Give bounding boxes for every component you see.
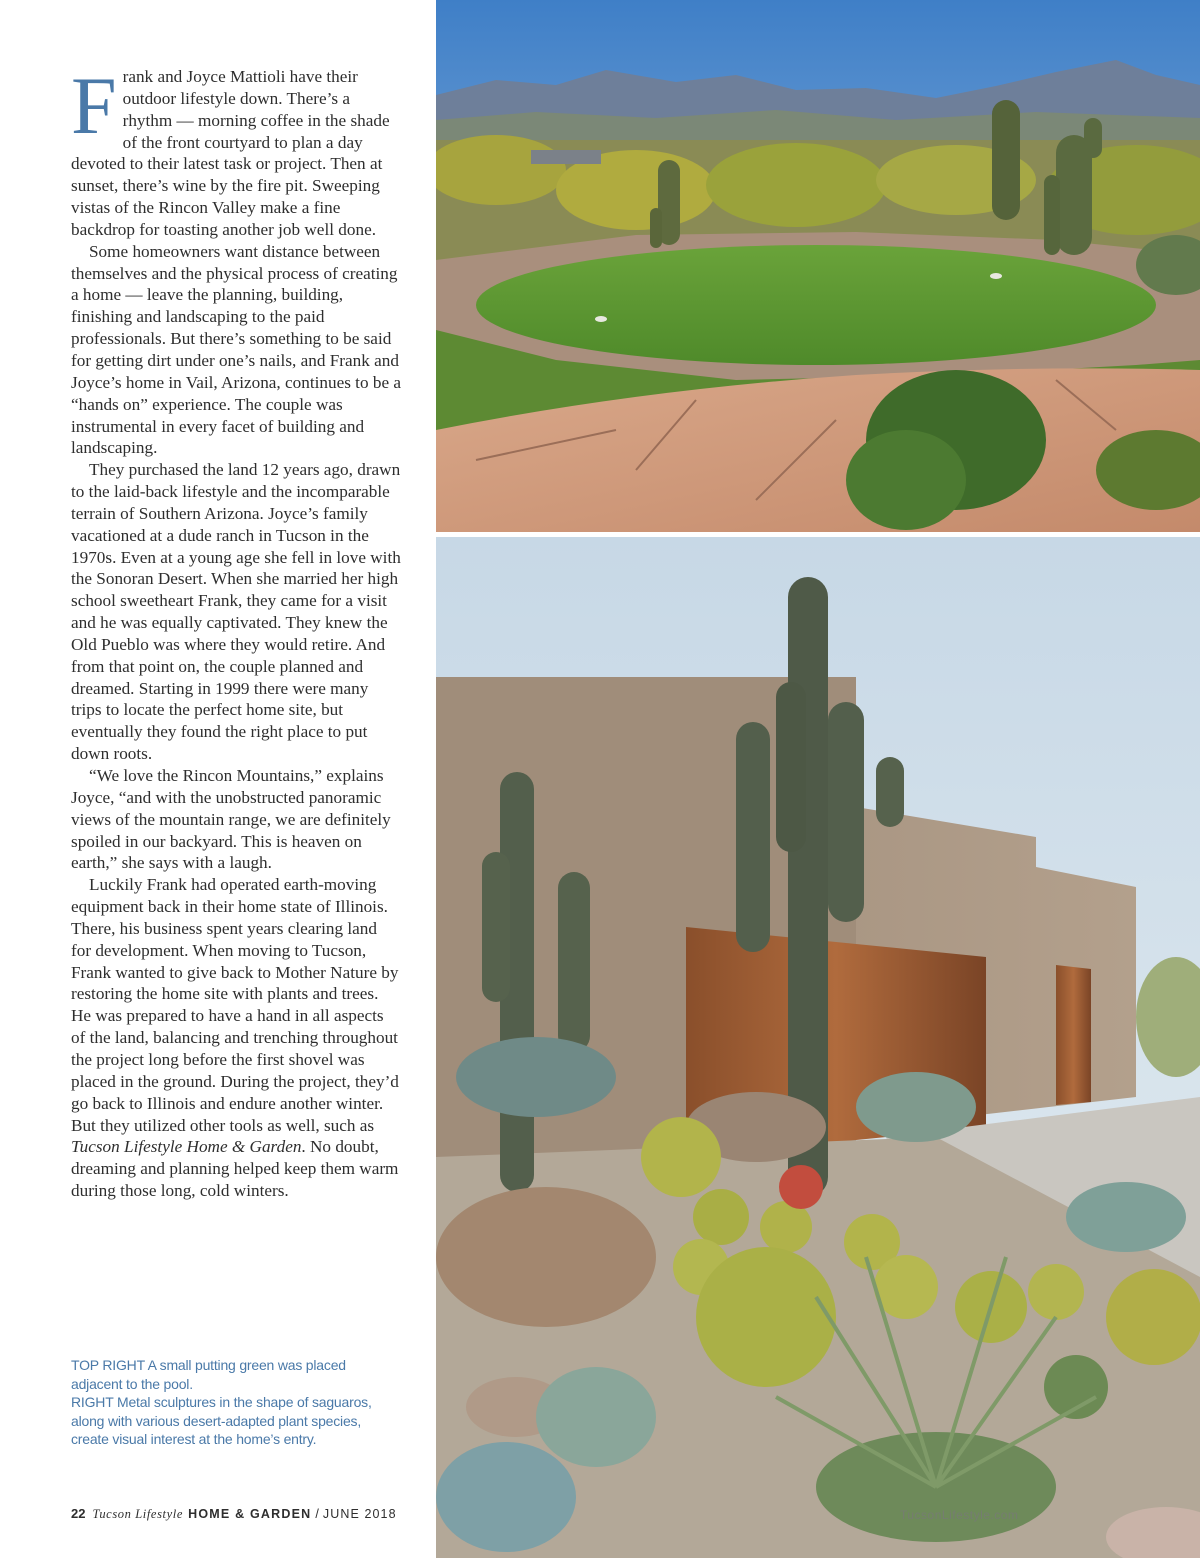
caption-text: Metal sculptures in the shape of saguaros, along with various desert-adapted plant species, create visual interest at the home’s entry. — [71, 1394, 372, 1448]
article-paragraph-2: Some homeowners want distance between themselves and the physical process of creating a home — leave the planning, building, finishing and landscaping to the paid professionals. But there’s something to be said for getting dirt under one’s nails, and Frank and Joyce’s home in Vail, Arizona, continues to be a “hands on” experience. The couple was instrumental in every facet of building and landscaping. — [71, 241, 401, 458]
caption-label: RIGHT — [71, 1394, 114, 1411]
caption-text: A small putting green was placed adjacent to the pool. — [71, 1357, 346, 1392]
site-watermark: TucsonLifestyle.com — [900, 1508, 1019, 1522]
page-footer — [71, 1506, 397, 1524]
putting-green-photo — [436, 0, 1200, 532]
article-paragraph-3: They purchased the land 12 years ago, drawn to the laid-back lifestyle and the incomparable terrain of Southern Arizona. Joyce’s family vacationed at a dude ranch in Tucson in the 1970s. Even at a young age she fell in love with the Sonoran Desert. When she married her high school sweetheart Frank, they came for a visit and he was equally captivated. They knew the Old Pueblo was where they would retire. And from that point on, the couple planned and dreamed. Starting in 1999 there were many trips to locate the perfect home site, but eventually they found the right place to put down roots. — [71, 460, 401, 764]
caption-label: TOP RIGHT — [71, 1357, 145, 1373]
page-number: 22 — [71, 1506, 86, 1521]
magazine-title-italic: Tucson Lifestyle Home & Garden — [71, 1137, 302, 1157]
paragraph-text: Luckily Frank had operated earth-moving equipment back in their home state of Illinois. There, his business spent years clearing land for development. When moving to Tucson, Frank wanted to give back to Mother Nature by restoring the home site with plants and trees. He was prepared to have a hand in all aspects of the land, balancing and trenching throughout the project long before the first shovel was placed in the ground. During the project, they’d go back to Illinois and endure another winter. But they utilized other tools as well, such as — [71, 875, 399, 1135]
article-paragraph-1 — [71, 60, 401, 241]
article-body — [71, 60, 401, 1202]
publication-name: Tucson Lifestyle — [92, 1507, 183, 1521]
issue-date: JUNE 2018 — [322, 1507, 397, 1521]
saguaro-entry-illustration — [436, 537, 1200, 1558]
article-paragraph-5 — [71, 874, 401, 1202]
caption-right — [71, 1393, 391, 1449]
paragraph-text: . No doubt, dreaming and planning helped keep them warm during those long, cold winters. — [71, 1137, 399, 1201]
caption-top-right — [71, 1356, 391, 1393]
section-name: HOME & GARDEN — [188, 1507, 312, 1521]
article-paragraph-4: “We love the Rincon Mountains,” explains Joyce, “and with the unobstructed panoramic views of the mountain range, we are definitely spoiled in our backyard. This is heaven on earth,” she says with a laugh. — [71, 766, 391, 873]
saguaro-sculptures-photo — [436, 537, 1200, 1558]
photo-captions — [71, 1356, 391, 1449]
paragraph-text: rank and Joyce Mattioli have their outdoor lifestyle down. There’s a rhythm — morning coffee in the shade of the front courtyard to plan a day devoted to their latest task or project. Then at sunset, there’s wine by the fire pit. Sweeping vistas of the Rincon Valley make a fine backdrop for toasting another job well done. — [71, 67, 390, 239]
footer-separator: / — [315, 1507, 319, 1521]
drop-cap: F — [71, 60, 117, 151]
putting-green-illustration — [436, 0, 1200, 532]
